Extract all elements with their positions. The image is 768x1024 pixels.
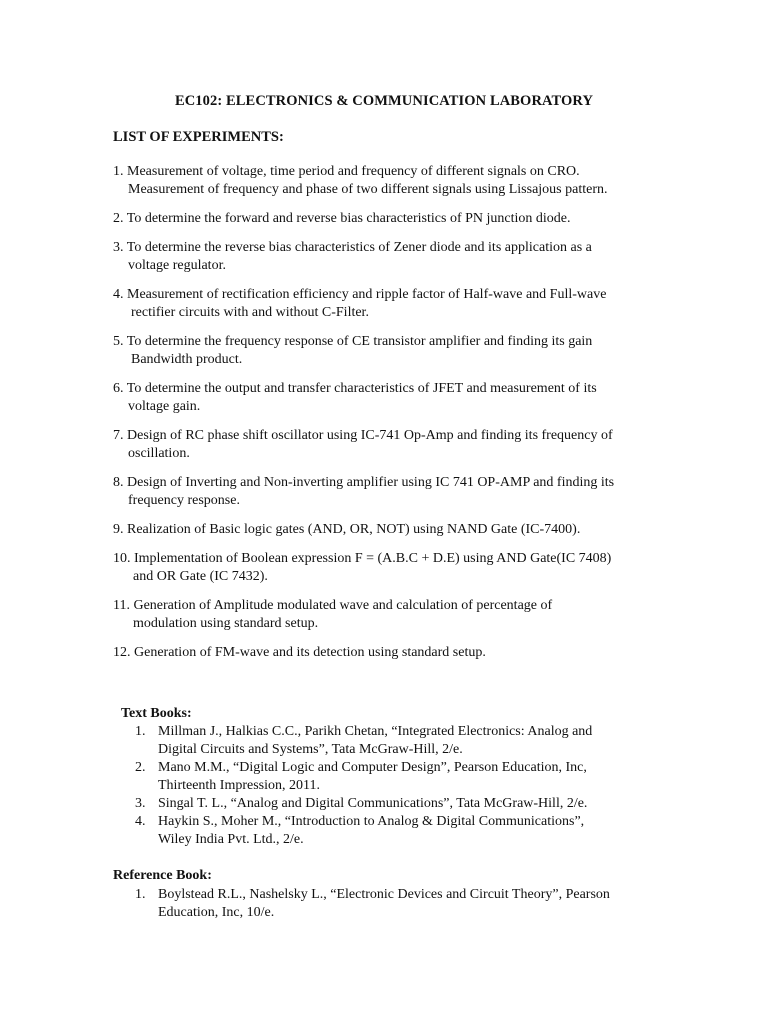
list-item	[113, 239, 658, 275]
experiment-line: 10. Implementation of Boolean expression F = (A.B.C + D.E) using AND Gate(IC 7408)	[113, 551, 612, 566]
reference-heading: Reference Book:	[113, 868, 212, 883]
list-item	[113, 163, 658, 199]
experiment-line: voltage gain.	[128, 399, 201, 414]
experiment-line: 3. To determine the reverse bias characteristics of Zener diode and its application as a	[113, 240, 592, 255]
experiment-line: 2. To determine the forward and reverse bias characteristics of PN junction diode.	[113, 211, 571, 226]
experiment-line: 6. To determine the output and transfer characteristics of JFET and measurement of its	[113, 381, 597, 396]
text-books-heading: Text Books:	[121, 706, 192, 721]
experiment-line: frequency response.	[128, 493, 240, 508]
experiment-line: 11. Generation of Amplitude modulated wave and calculation of percentage of	[113, 598, 553, 613]
list-item	[113, 210, 658, 228]
page-title: EC102: ELECTRONICS & COMMUNICATION LABORATORY	[174, 93, 594, 109]
experiment-line: rectifier circuits with and without C-Filter.	[131, 305, 369, 320]
list-item	[113, 380, 658, 416]
list-item	[113, 759, 633, 795]
experiment-line: 1. Measurement of voltage, time period and frequency of different signals on CRO.	[113, 164, 580, 179]
list-item	[113, 474, 658, 510]
experiment-line: and OR Gate (IC 7432).	[133, 569, 268, 584]
experiment-line: 8. Design of Inverting and Non-inverting amplifier using IC 741 OP-AMP and finding its	[113, 475, 615, 490]
list-number: 1.	[135, 724, 146, 739]
book-line: Wiley India Pvt. Ltd., 2/e.	[158, 832, 304, 847]
list-number: 1.	[135, 887, 146, 902]
book-line: Thirteenth Impression, 2011.	[158, 778, 321, 793]
experiments-heading: LIST OF EXPERIMENTS:	[113, 129, 284, 145]
text-books-list	[113, 723, 633, 849]
experiment-line: Measurement of frequency and phase of two different signals using Lissajous pattern.	[128, 182, 608, 197]
list-item	[113, 521, 658, 539]
list-item	[113, 886, 633, 922]
list-item	[113, 550, 658, 586]
list-item	[113, 644, 658, 662]
experiment-line: 7. Design of RC phase shift oscillator using IC-741 Op-Amp and finding its frequency of	[113, 428, 613, 443]
experiment-line: 4. Measurement of rectification efficiency and ripple factor of Half-wave and Full-wave	[113, 287, 607, 302]
list-item	[113, 333, 658, 369]
experiment-line: 12. Generation of FM-wave and its detection using standard setup.	[113, 645, 486, 660]
reference-books-list	[113, 886, 633, 922]
experiment-line: 9. Realization of Basic logic gates (AND, OR, NOT) using NAND Gate (IC-7400).	[113, 522, 581, 537]
list-item	[113, 597, 658, 633]
book-line: Millman J., Halkias C.C., Parikh Chetan, “Integrated Electronics: Analog and	[158, 724, 593, 739]
list-number: 3.	[135, 796, 146, 811]
experiment-line: voltage regulator.	[128, 258, 226, 273]
book-line: Mano M.M., “Digital Logic and Computer Design”, Pearson Education, Inc,	[158, 760, 587, 775]
book-line: Digital Circuits and Systems”, Tata McGraw-Hill, 2/e.	[158, 742, 463, 757]
experiment-line: 5. To determine the frequency response of CE transistor amplifier and finding its gain	[113, 334, 593, 349]
experiment-line: modulation using standard setup.	[133, 616, 319, 631]
experiment-line: oscillation.	[128, 446, 190, 461]
experiment-line: Bandwidth product.	[131, 352, 243, 367]
list-item	[113, 795, 633, 813]
book-line: Haykin S., Moher M., “Introduction to Analog & Digital Communications”,	[158, 814, 585, 829]
list-item	[113, 427, 658, 463]
list-item	[113, 723, 633, 759]
list-item	[113, 286, 658, 322]
book-line: Singal T. L., “Analog and Digital Communications”, Tata McGraw-Hill, 2/e.	[158, 796, 588, 811]
list-number: 4.	[135, 814, 146, 829]
experiments-list	[113, 163, 658, 673]
book-line: Boylstead R.L., Nashelsky L., “Electronic Devices and Circuit Theory”, Pearson	[158, 887, 610, 902]
list-number: 2.	[135, 760, 146, 775]
book-line: Education, Inc, 10/e.	[158, 905, 275, 920]
list-item	[113, 813, 633, 849]
